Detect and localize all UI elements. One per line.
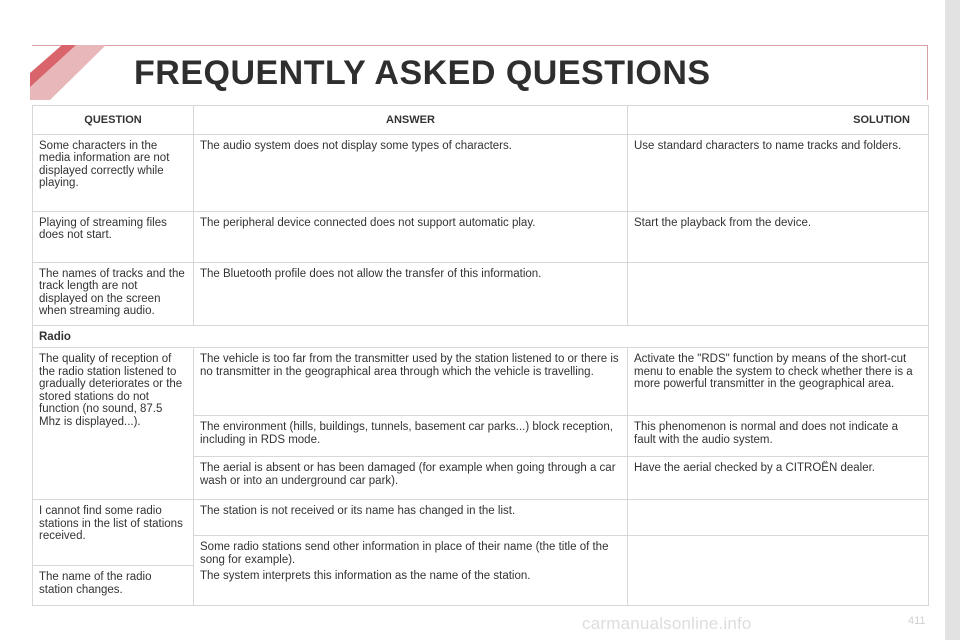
table-row [33,500,929,536]
question-cell: The names of tracks and the track length are not displayed on the screen when streaming audio. [33,262,194,325]
header-answer: ANSWER [194,106,628,135]
solution-cell: This phenomenon is normal and does not indicate a fault with the audio system. [628,416,929,457]
answer-cell: The environment (hills, buildings, tunnels, basement car parks...) block reception, including in RDS mode. [194,416,628,457]
table-row [33,262,929,325]
table-row [33,211,929,262]
answer-cell: The Bluetooth profile does not allow the transfer of this information. [194,262,628,325]
table-row [33,134,929,211]
solution-cell: Activate the "RDS" function by means of the short-cut menu to enable the system to check whether there is a more powerful transmitter in the geographical area. [628,348,929,416]
page-number: 411 [908,615,926,627]
section-radio-heading: Radio [33,325,929,348]
question-cell: The name of the radio station changes. [33,566,194,606]
header-solution: SOLUTION [628,106,929,135]
answer-line: The system interprets this information as the name of the station. [200,570,531,582]
solution-cell [628,500,929,536]
answer-line: Some radio stations send other information in place of their name (the title of the song for example). [200,541,609,566]
question-cell: The quality of reception of the radio station listened to gradually deteriorates or the stored stations do not function (no sound, 87.5 Mhz is displayed...). [33,348,194,500]
question-cell: Playing of streaming files does not start. [33,211,194,262]
header-question: QUESTION [33,106,194,135]
watermark: carmanualsonline.info [582,614,752,633]
answer-cell [194,536,628,606]
solution-cell: Start the playback from the device. [628,211,929,262]
page-title: FREQUENTLY ASKED QUESTIONS [134,54,711,92]
side-strip [945,0,960,640]
question-cell: I cannot find some radio stations in the list of stations received. [33,500,194,566]
table-header-row [33,106,929,135]
answer-cell: The audio system does not display some types of characters. [194,134,628,211]
solution-cell: Use standard characters to name tracks and folders. [628,134,929,211]
answer-cell: The vehicle is too far from the transmitter used by the station listened to or there is no transmitter in the geographical area through which the vehicle is travelling. [194,348,628,416]
solution-cell: Have the aerial checked by a CITROËN dealer. [628,457,929,500]
solution-cell [628,536,929,606]
section-row [33,325,929,348]
question-cell: Some characters in the media information are not displayed correctly while playing. [33,134,194,211]
faq-table [32,105,929,606]
answer-cell: The peripheral device connected does not support automatic play. [194,211,628,262]
answer-cell: The aerial is absent or has been damaged (for example when going through a car wash or into an underground car park). [194,457,628,500]
solution-cell [628,262,929,325]
table-row [33,348,929,416]
answer-cell: The station is not received or its name has changed in the list. [194,500,628,536]
